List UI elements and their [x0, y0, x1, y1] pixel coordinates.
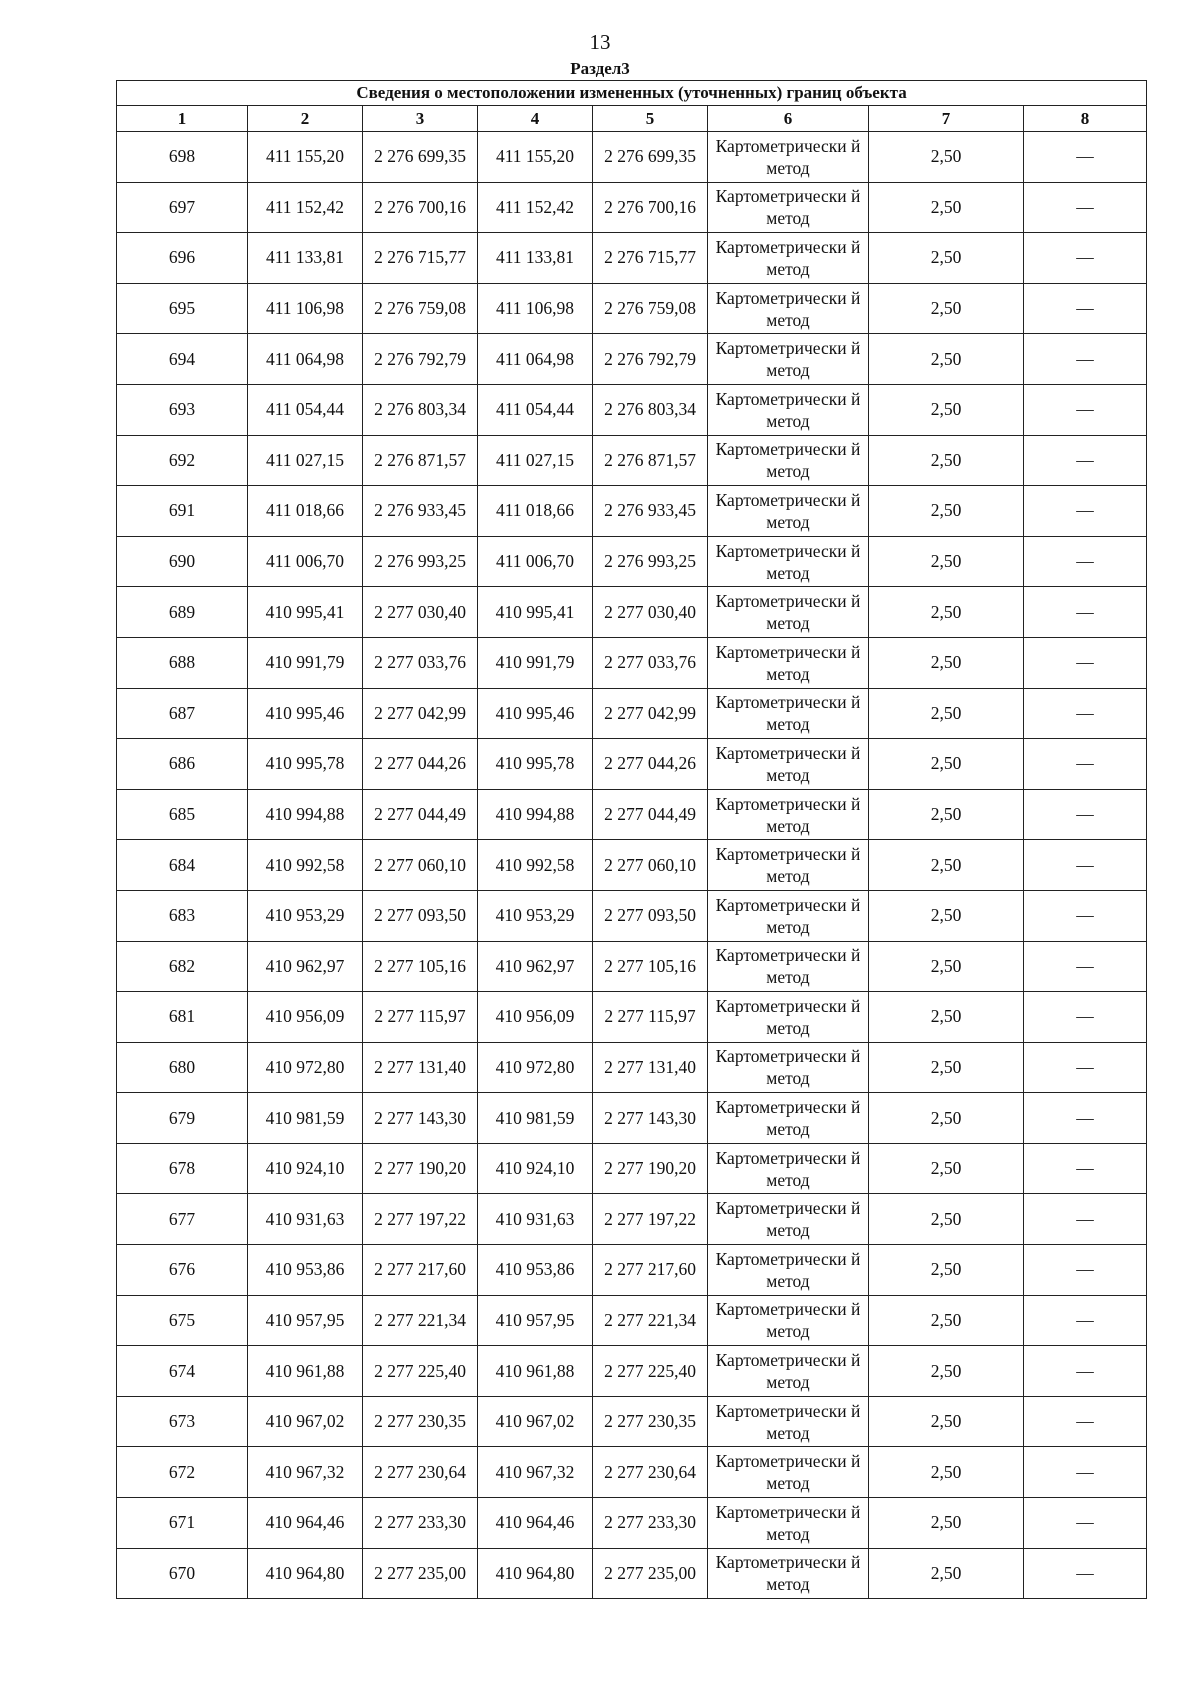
method-cell: Картометрически й метод: [708, 1245, 869, 1296]
table-row: [117, 789, 1147, 840]
coord-y-cell: 2 277 105,16: [593, 941, 708, 992]
note-cell: —: [1024, 182, 1147, 233]
section-title: Раздел3: [570, 59, 630, 78]
accuracy-cell: 2,50: [869, 992, 1024, 1043]
note-cell: —: [1024, 1548, 1147, 1599]
coord-y-cell: 2 277 060,10: [363, 840, 478, 891]
column-number-row: [117, 106, 1147, 132]
table-row: [117, 637, 1147, 688]
accuracy-cell: 2,50: [869, 384, 1024, 435]
coord-x-cell: 410 953,29: [478, 890, 593, 941]
column-header: 6: [708, 106, 869, 132]
coord-x-cell: 410 972,80: [248, 1042, 363, 1093]
coord-y-cell: 2 276 792,79: [593, 334, 708, 385]
accuracy-cell: 2,50: [869, 941, 1024, 992]
coord-y-cell: 2 276 759,08: [363, 283, 478, 334]
coord-x-cell: 410 967,32: [478, 1447, 593, 1498]
point-number-cell: 689: [117, 587, 248, 638]
method-cell: Картометрически й метод: [708, 334, 869, 385]
note-cell: —: [1024, 486, 1147, 537]
column-header: 3: [363, 106, 478, 132]
note-cell: —: [1024, 890, 1147, 941]
note-cell: —: [1024, 688, 1147, 739]
method-cell: Картометрически й метод: [708, 789, 869, 840]
coord-x-cell: 410 924,10: [478, 1143, 593, 1194]
coord-y-cell: 2 276 933,45: [593, 486, 708, 537]
method-cell: Картометрически й метод: [708, 1498, 869, 1549]
coord-x-cell: 411 155,20: [478, 132, 593, 183]
coord-x-cell: 410 956,09: [248, 992, 363, 1043]
table-row: [117, 182, 1147, 233]
accuracy-cell: 2,50: [869, 1346, 1024, 1397]
coord-x-cell: 410 961,88: [248, 1346, 363, 1397]
method-cell: Картометрически й метод: [708, 1346, 869, 1397]
note-cell: —: [1024, 992, 1147, 1043]
method-cell: Картометрически й метод: [708, 688, 869, 739]
coord-x-cell: 411 018,66: [478, 486, 593, 537]
coord-x-cell: 411 064,98: [248, 334, 363, 385]
coord-y-cell: 2 276 699,35: [593, 132, 708, 183]
coord-x-cell: 410 994,88: [248, 789, 363, 840]
point-number-cell: 681: [117, 992, 248, 1043]
coord-y-cell: 2 277 060,10: [593, 840, 708, 891]
coord-y-cell: 2 276 871,57: [363, 435, 478, 486]
point-number-cell: 685: [117, 789, 248, 840]
coord-x-cell: 410 931,63: [478, 1194, 593, 1245]
method-cell: Картометрически й метод: [708, 890, 869, 941]
method-cell: Картометрически й метод: [708, 536, 869, 587]
note-cell: —: [1024, 233, 1147, 284]
note-cell: —: [1024, 637, 1147, 688]
coord-x-cell: 411 027,15: [248, 435, 363, 486]
coord-y-cell: 2 277 230,35: [363, 1396, 478, 1447]
method-cell: Картометрически й метод: [708, 941, 869, 992]
coord-y-cell: 2 277 131,40: [363, 1042, 478, 1093]
accuracy-cell: 2,50: [869, 1498, 1024, 1549]
table-row: [117, 132, 1147, 183]
accuracy-cell: 2,50: [869, 1143, 1024, 1194]
coord-y-cell: 2 277 033,76: [593, 637, 708, 688]
coord-x-cell: 410 994,88: [478, 789, 593, 840]
coord-x-cell: 410 967,02: [248, 1396, 363, 1447]
table-row: [117, 992, 1147, 1043]
table-row: [117, 587, 1147, 638]
coord-y-cell: 2 277 190,20: [593, 1143, 708, 1194]
point-number-cell: 697: [117, 182, 248, 233]
point-number-cell: 679: [117, 1093, 248, 1144]
point-number-cell: 695: [117, 283, 248, 334]
coord-y-cell: 2 277 225,40: [363, 1346, 478, 1397]
table-row: [117, 739, 1147, 790]
method-cell: Картометрически й метод: [708, 1548, 869, 1599]
point-number-cell: 678: [117, 1143, 248, 1194]
table-row: [117, 890, 1147, 941]
point-number-cell: 674: [117, 1346, 248, 1397]
coord-y-cell: 2 276 933,45: [363, 486, 478, 537]
point-number-cell: 672: [117, 1447, 248, 1498]
boundary-coordinates-table: [116, 80, 1147, 1599]
point-number-cell: 696: [117, 233, 248, 284]
coord-x-cell: 410 995,46: [248, 688, 363, 739]
table-row: [117, 233, 1147, 284]
coord-x-cell: 410 931,63: [248, 1194, 363, 1245]
coord-x-cell: 411 018,66: [248, 486, 363, 537]
coord-x-cell: 410 967,02: [478, 1396, 593, 1447]
coord-x-cell: 411 152,42: [478, 182, 593, 233]
point-number-cell: 684: [117, 840, 248, 891]
accuracy-cell: 2,50: [869, 688, 1024, 739]
table-row: [117, 941, 1147, 992]
coord-y-cell: 2 276 803,34: [363, 384, 478, 435]
point-number-cell: 694: [117, 334, 248, 385]
note-cell: —: [1024, 283, 1147, 334]
note-cell: —: [1024, 1143, 1147, 1194]
note-cell: —: [1024, 1245, 1147, 1296]
coord-x-cell: 411 106,98: [248, 283, 363, 334]
coord-y-cell: 2 277 190,20: [363, 1143, 478, 1194]
accuracy-cell: 2,50: [869, 1396, 1024, 1447]
coord-y-cell: 2 276 871,57: [593, 435, 708, 486]
method-cell: Картометрически й метод: [708, 840, 869, 891]
note-cell: —: [1024, 435, 1147, 486]
coord-x-cell: 410 981,59: [248, 1093, 363, 1144]
note-cell: —: [1024, 941, 1147, 992]
coord-x-cell: 411 006,70: [248, 536, 363, 587]
coord-y-cell: 2 277 225,40: [593, 1346, 708, 1397]
accuracy-cell: 2,50: [869, 1245, 1024, 1296]
accuracy-cell: 2,50: [869, 486, 1024, 537]
page-number: 13: [589, 30, 611, 54]
table-row: [117, 435, 1147, 486]
table-row: [117, 1396, 1147, 1447]
coord-x-cell: 410 924,10: [248, 1143, 363, 1194]
accuracy-cell: 2,50: [869, 890, 1024, 941]
point-number-cell: 690: [117, 536, 248, 587]
table-caption-row: [117, 81, 1147, 106]
method-cell: Картометрически й метод: [708, 1447, 869, 1498]
table-row: [117, 384, 1147, 435]
table-row: [117, 536, 1147, 587]
column-header: 2: [248, 106, 363, 132]
method-cell: Картометрически й метод: [708, 486, 869, 537]
accuracy-cell: 2,50: [869, 587, 1024, 638]
method-cell: Картометрически й метод: [708, 1042, 869, 1093]
accuracy-cell: 2,50: [869, 1194, 1024, 1245]
coord-y-cell: 2 277 115,97: [363, 992, 478, 1043]
coord-y-cell: 2 277 217,60: [593, 1245, 708, 1296]
coord-x-cell: 411 133,81: [478, 233, 593, 284]
method-cell: Картометрически й метод: [708, 1194, 869, 1245]
coord-y-cell: 2 277 230,64: [363, 1447, 478, 1498]
coord-x-cell: 410 953,86: [248, 1245, 363, 1296]
column-header: 7: [869, 106, 1024, 132]
table-row: [117, 840, 1147, 891]
note-cell: —: [1024, 1346, 1147, 1397]
note-cell: —: [1024, 1295, 1147, 1346]
method-cell: Картометрически й метод: [708, 637, 869, 688]
method-cell: Картометрически й метод: [708, 1143, 869, 1194]
table-row: [117, 1042, 1147, 1093]
coord-x-cell: 410 953,29: [248, 890, 363, 941]
method-cell: Картометрически й метод: [708, 384, 869, 435]
accuracy-cell: 2,50: [869, 637, 1024, 688]
coord-y-cell: 2 277 197,22: [363, 1194, 478, 1245]
coord-y-cell: 2 276 993,25: [363, 536, 478, 587]
coord-x-cell: 410 995,41: [248, 587, 363, 638]
coord-y-cell: 2 277 115,97: [593, 992, 708, 1043]
coord-x-cell: 410 981,59: [478, 1093, 593, 1144]
coord-x-cell: 410 956,09: [478, 992, 593, 1043]
coord-y-cell: 2 277 042,99: [363, 688, 478, 739]
note-cell: —: [1024, 1093, 1147, 1144]
table-caption: Сведения о местоположении измененных (уточненных) границ объекта: [117, 81, 1147, 106]
coord-y-cell: 2 277 030,40: [363, 587, 478, 638]
coord-y-cell: 2 277 044,26: [363, 739, 478, 790]
coord-y-cell: 2 276 792,79: [363, 334, 478, 385]
method-cell: Картометрически й метод: [708, 182, 869, 233]
coord-y-cell: 2 277 030,40: [593, 587, 708, 638]
table-row: [117, 1143, 1147, 1194]
coord-y-cell: 2 277 230,35: [593, 1396, 708, 1447]
coord-x-cell: 410 972,80: [478, 1042, 593, 1093]
accuracy-cell: 2,50: [869, 435, 1024, 486]
note-cell: —: [1024, 1194, 1147, 1245]
table-row: [117, 1548, 1147, 1599]
coord-y-cell: 2 277 221,34: [593, 1295, 708, 1346]
table-row: [117, 688, 1147, 739]
accuracy-cell: 2,50: [869, 233, 1024, 284]
coord-x-cell: 410 961,88: [478, 1346, 593, 1397]
coord-x-cell: 410 967,32: [248, 1447, 363, 1498]
coord-x-cell: 410 991,79: [478, 637, 593, 688]
accuracy-cell: 2,50: [869, 840, 1024, 891]
point-number-cell: 683: [117, 890, 248, 941]
accuracy-cell: 2,50: [869, 1447, 1024, 1498]
method-cell: Картометрически й метод: [708, 1295, 869, 1346]
note-cell: —: [1024, 739, 1147, 790]
coord-y-cell: 2 276 803,34: [593, 384, 708, 435]
coord-x-cell: 410 995,46: [478, 688, 593, 739]
coord-x-cell: 410 995,78: [478, 739, 593, 790]
table-row: [117, 1194, 1147, 1245]
coord-y-cell: 2 277 093,50: [363, 890, 478, 941]
column-header: 4: [478, 106, 593, 132]
method-cell: Картометрически й метод: [708, 132, 869, 183]
table-row: [117, 486, 1147, 537]
coord-x-cell: 410 991,79: [248, 637, 363, 688]
method-cell: Картометрически й метод: [708, 1396, 869, 1447]
note-cell: —: [1024, 1447, 1147, 1498]
note-cell: —: [1024, 384, 1147, 435]
point-number-cell: 687: [117, 688, 248, 739]
coord-x-cell: 410 995,41: [478, 587, 593, 638]
coord-y-cell: 2 277 233,30: [593, 1498, 708, 1549]
table-row: [117, 1295, 1147, 1346]
coord-x-cell: 410 964,80: [478, 1548, 593, 1599]
note-cell: —: [1024, 789, 1147, 840]
table-row: [117, 1346, 1147, 1397]
accuracy-cell: 2,50: [869, 182, 1024, 233]
coord-y-cell: 2 277 033,76: [363, 637, 478, 688]
coord-x-cell: 411 006,70: [478, 536, 593, 587]
note-cell: —: [1024, 840, 1147, 891]
column-header: 8: [1024, 106, 1147, 132]
accuracy-cell: 2,50: [869, 1295, 1024, 1346]
point-number-cell: 698: [117, 132, 248, 183]
coord-x-cell: 410 953,86: [478, 1245, 593, 1296]
method-cell: Картометрически й метод: [708, 233, 869, 284]
coord-x-cell: 410 957,95: [248, 1295, 363, 1346]
coord-x-cell: 410 992,58: [248, 840, 363, 891]
coord-y-cell: 2 277 233,30: [363, 1498, 478, 1549]
coord-x-cell: 410 962,97: [478, 941, 593, 992]
method-cell: Картометрически й метод: [708, 435, 869, 486]
coord-x-cell: 411 054,44: [478, 384, 593, 435]
note-cell: —: [1024, 334, 1147, 385]
coord-x-cell: 411 155,20: [248, 132, 363, 183]
coord-x-cell: 411 064,98: [478, 334, 593, 385]
accuracy-cell: 2,50: [869, 789, 1024, 840]
table-row: [117, 1447, 1147, 1498]
coord-x-cell: 410 962,97: [248, 941, 363, 992]
method-cell: Картометрически й метод: [708, 283, 869, 334]
coord-y-cell: 2 277 230,64: [593, 1447, 708, 1498]
table-row: [117, 1498, 1147, 1549]
coord-x-cell: 410 964,46: [478, 1498, 593, 1549]
point-number-cell: 691: [117, 486, 248, 537]
accuracy-cell: 2,50: [869, 1548, 1024, 1599]
point-number-cell: 675: [117, 1295, 248, 1346]
point-number-cell: 682: [117, 941, 248, 992]
accuracy-cell: 2,50: [869, 283, 1024, 334]
coord-x-cell: 411 106,98: [478, 283, 593, 334]
note-cell: —: [1024, 132, 1147, 183]
coord-y-cell: 2 277 044,49: [363, 789, 478, 840]
coord-y-cell: 2 276 715,77: [363, 233, 478, 284]
coord-x-cell: 410 995,78: [248, 739, 363, 790]
method-cell: Картометрически й метод: [708, 739, 869, 790]
table-row: [117, 334, 1147, 385]
coord-y-cell: 2 277 044,26: [593, 739, 708, 790]
point-number-cell: 693: [117, 384, 248, 435]
coord-x-cell: 410 964,46: [248, 1498, 363, 1549]
point-number-cell: 686: [117, 739, 248, 790]
coord-x-cell: 411 152,42: [248, 182, 363, 233]
note-cell: —: [1024, 536, 1147, 587]
point-number-cell: 676: [117, 1245, 248, 1296]
coord-y-cell: 2 276 699,35: [363, 132, 478, 183]
coord-x-cell: 410 992,58: [478, 840, 593, 891]
accuracy-cell: 2,50: [869, 1093, 1024, 1144]
point-number-cell: 688: [117, 637, 248, 688]
coord-y-cell: 2 277 221,34: [363, 1295, 478, 1346]
coord-y-cell: 2 276 715,77: [593, 233, 708, 284]
coord-y-cell: 2 277 044,49: [593, 789, 708, 840]
table-row: [117, 1245, 1147, 1296]
point-number-cell: 673: [117, 1396, 248, 1447]
point-number-cell: 680: [117, 1042, 248, 1093]
coord-x-cell: 410 964,80: [248, 1548, 363, 1599]
accuracy-cell: 2,50: [869, 1042, 1024, 1093]
note-cell: —: [1024, 587, 1147, 638]
coord-x-cell: 411 027,15: [478, 435, 593, 486]
coord-y-cell: 2 277 235,00: [593, 1548, 708, 1599]
coord-x-cell: 410 957,95: [478, 1295, 593, 1346]
coord-y-cell: 2 276 759,08: [593, 283, 708, 334]
point-number-cell: 692: [117, 435, 248, 486]
column-header: 5: [593, 106, 708, 132]
coord-y-cell: 2 277 105,16: [363, 941, 478, 992]
coord-y-cell: 2 277 042,99: [593, 688, 708, 739]
column-header: 1: [117, 106, 248, 132]
point-number-cell: 677: [117, 1194, 248, 1245]
coord-y-cell: 2 277 197,22: [593, 1194, 708, 1245]
note-cell: —: [1024, 1498, 1147, 1549]
coord-y-cell: 2 277 143,30: [363, 1093, 478, 1144]
coord-x-cell: 411 054,44: [248, 384, 363, 435]
coord-y-cell: 2 277 217,60: [363, 1245, 478, 1296]
coord-y-cell: 2 276 700,16: [363, 182, 478, 233]
coord-x-cell: 411 133,81: [248, 233, 363, 284]
point-number-cell: 671: [117, 1498, 248, 1549]
coord-y-cell: 2 277 235,00: [363, 1548, 478, 1599]
accuracy-cell: 2,50: [869, 132, 1024, 183]
coord-y-cell: 2 277 093,50: [593, 890, 708, 941]
note-cell: —: [1024, 1042, 1147, 1093]
accuracy-cell: 2,50: [869, 536, 1024, 587]
coord-y-cell: 2 277 131,40: [593, 1042, 708, 1093]
accuracy-cell: 2,50: [869, 334, 1024, 385]
coord-y-cell: 2 277 143,30: [593, 1093, 708, 1144]
point-number-cell: 670: [117, 1548, 248, 1599]
accuracy-cell: 2,50: [869, 739, 1024, 790]
method-cell: Картометрически й метод: [708, 587, 869, 638]
coord-y-cell: 2 276 993,25: [593, 536, 708, 587]
coord-y-cell: 2 276 700,16: [593, 182, 708, 233]
note-cell: —: [1024, 1396, 1147, 1447]
method-cell: Картометрически й метод: [708, 1093, 869, 1144]
table-row: [117, 1093, 1147, 1144]
table-row: [117, 283, 1147, 334]
method-cell: Картометрически й метод: [708, 992, 869, 1043]
